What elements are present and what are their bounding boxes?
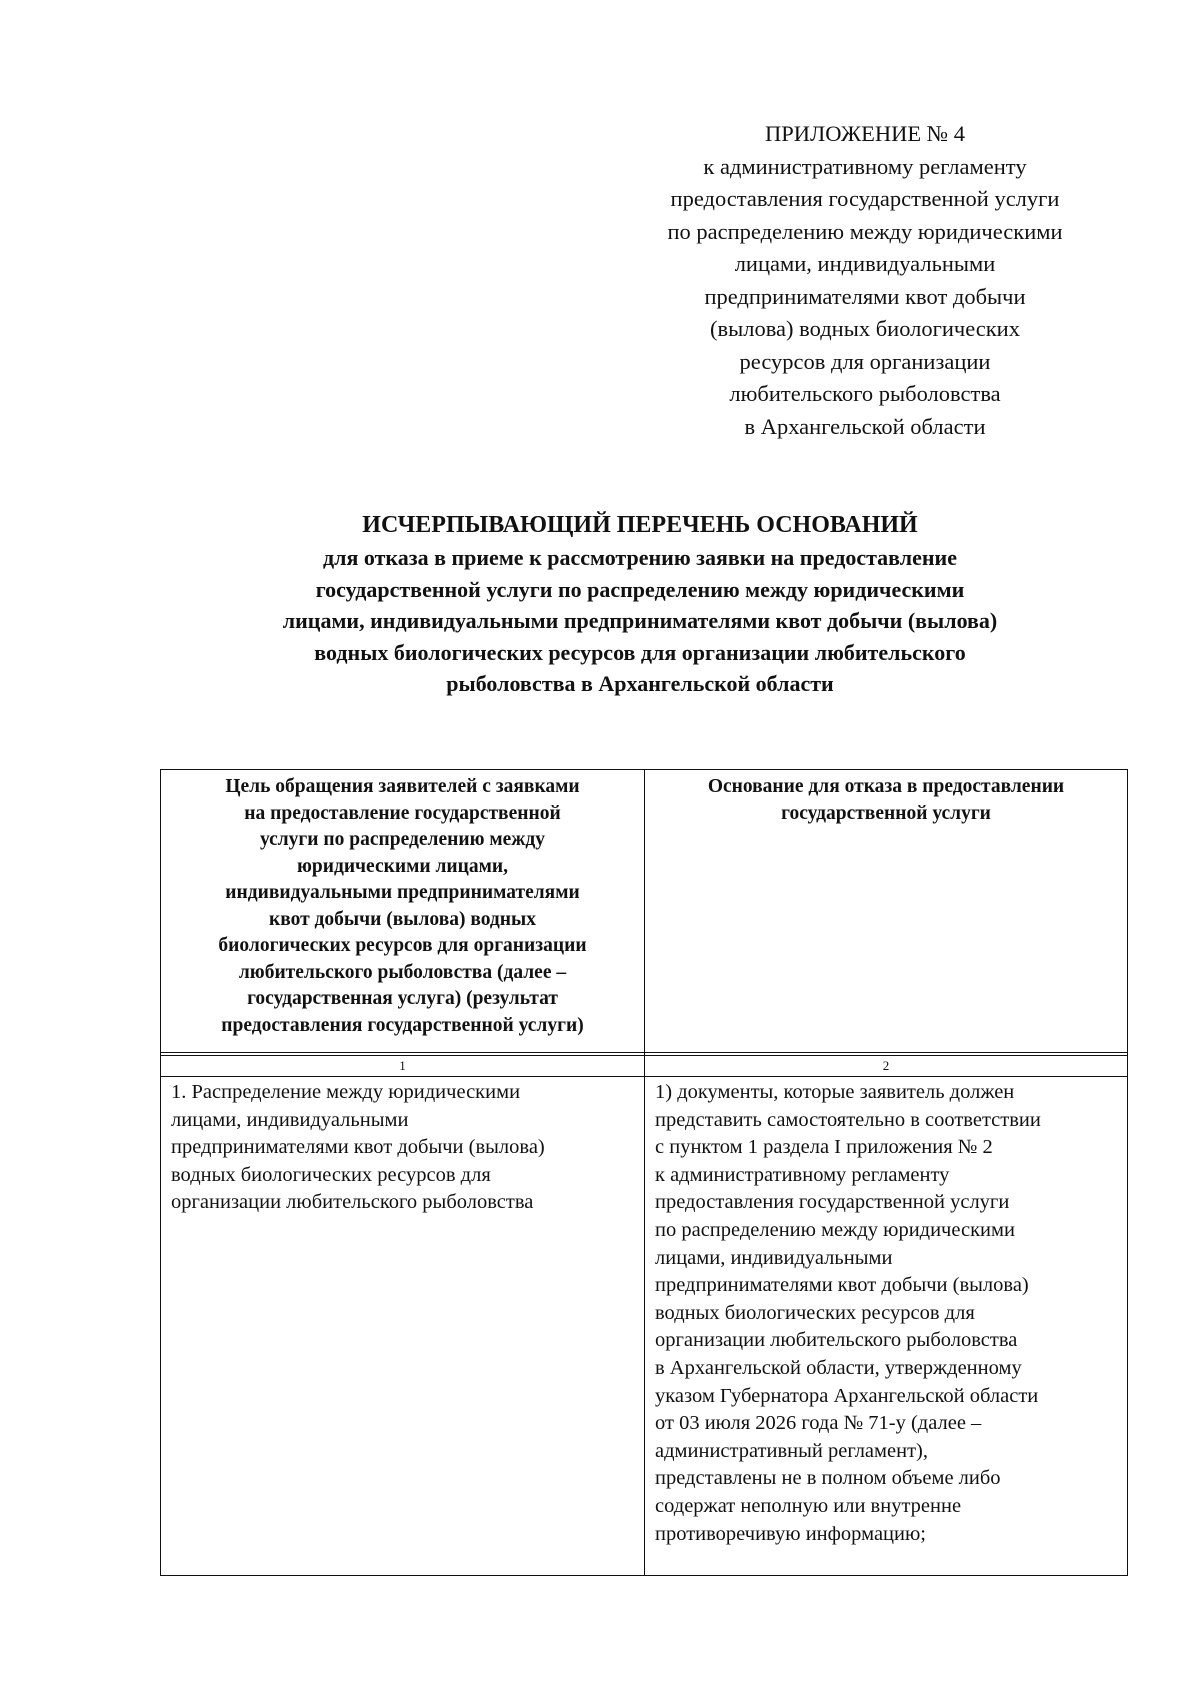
title-line: водных биологических ресурсов для организации любительского [314, 639, 966, 665]
appendix-line: к административному регламенту [703, 153, 1027, 179]
cell-line: 1) документы, которые заявитель должен [655, 1081, 1015, 1103]
appendix-line: в Архангельской области [744, 413, 986, 439]
cell-line: противоречивую информацию; [655, 1522, 927, 1545]
cell-line: предоставления государственной услуги [655, 1191, 1010, 1214]
header-line: индивидуальными предпринимателями [225, 882, 580, 903]
cell-line: к административному регламенту [655, 1163, 950, 1186]
cell-line: лицами, индивидуальными [655, 1246, 893, 1269]
column-number: 2 [645, 1056, 1128, 1077]
title-line: лицами, индивидуальными предпринимателями квот добычи (вылова) [282, 608, 998, 633]
row-grounds-cell [645, 1077, 1128, 1576]
appendix-line: по распределению между юридическими [667, 218, 1063, 244]
table-header-row [161, 770, 1128, 1053]
header-line: услуги по распределению между [259, 829, 546, 850]
appendix-line: лицами, индивидуальными [734, 251, 996, 276]
header-line: на предоставление государственной [244, 802, 561, 824]
cell-line: в Архангельской области, утвержденному [655, 1356, 1022, 1379]
cell-line: предпринимателями квот добычи (вылова) [171, 1136, 545, 1159]
header-line: государственная услуга) (результат [247, 988, 558, 1009]
cell-line: представлены не в полном объеме либо [655, 1467, 1001, 1490]
header-line: государственной услуги [781, 802, 991, 824]
column-number: 1 [161, 1056, 645, 1077]
grounds-table [160, 769, 1127, 1576]
header-line: любительского рыболовства (далее – [238, 961, 567, 983]
header-line: биологических ресурсов для организации [218, 935, 587, 956]
appendix-line: (вылова) водных биологических [710, 316, 1020, 341]
document-title [160, 508, 1120, 700]
cell-line: лицами, индивидуальными [171, 1108, 409, 1131]
cell-line: предпринимателями квот добычи (вылова) [655, 1274, 1029, 1297]
header-line: Основание для отказа в предоставлении [707, 776, 1065, 797]
cell-line: указом Губернатора Архангельской области [655, 1384, 1039, 1407]
row-purpose-cell [161, 1077, 645, 1576]
table-row [161, 1077, 1128, 1576]
title-line: для отказа в приеме к рассмотрению заявки на предоставление [323, 545, 957, 570]
header-line: предоставления государственной услуги) [221, 1014, 584, 1036]
appendix-line: предпринимателями квот добычи [704, 283, 1026, 309]
cell-line: 1. Распределение между юридическими [171, 1081, 521, 1103]
cell-line: водных биологических ресурсов для [171, 1163, 491, 1186]
cell-line: водных биологических ресурсов для [655, 1301, 975, 1324]
title-main: ИСЧЕРПЫВАЮЩИЙ ПЕРЕЧЕНЬ ОСНОВАНИЙ [362, 512, 918, 538]
cell-line: от 03 июля 2026 года № 71-у (далее – [655, 1412, 982, 1435]
appendix-line: ресурсов для организации [739, 348, 991, 374]
appendix-line: предоставления государственной услуги [670, 186, 1060, 211]
header-line: Цель обращения заявителей с заявками [225, 776, 580, 797]
cell-line: содержат неполную или внутренне [655, 1494, 962, 1517]
cell-line: организации любительского рыболовства [171, 1191, 534, 1214]
header-line: квот добычи (вылова) водных [268, 908, 537, 930]
appendix-header [615, 118, 1115, 443]
header-cell-grounds [645, 770, 1128, 1053]
appendix-line: любительского рыболовства [729, 381, 1001, 406]
cell-line: представить самостоятельно в соответствии [655, 1108, 1041, 1131]
cell-line: по распределению между юридическими [655, 1218, 1015, 1241]
cell-line: с пунктом 1 раздела I приложения № 2 [655, 1136, 993, 1159]
column-number-row [161, 1056, 1128, 1077]
header-cell-purpose [161, 770, 645, 1053]
appendix-line: ПРИЛОЖЕНИЕ № 4 [764, 121, 966, 146]
title-line: рыболовства в Архангельской области [446, 671, 834, 696]
cell-line: организации любительского рыболовства [655, 1329, 1018, 1352]
header-line: юридическими лицами, [296, 855, 509, 877]
cell-line: административный регламент), [655, 1439, 928, 1462]
title-line: государственной услуги по распределению между юридическими [315, 576, 965, 602]
